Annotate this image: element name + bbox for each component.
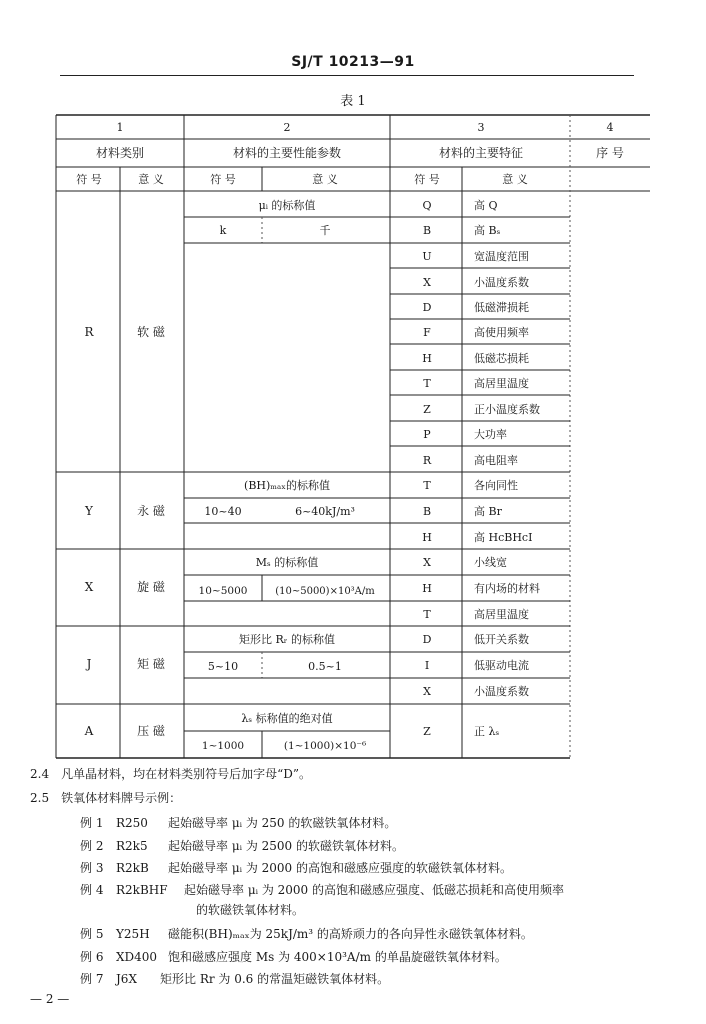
feature-symbol: T xyxy=(423,479,431,492)
feature-desc: 高 Br xyxy=(474,505,502,518)
feature-desc: 高 Q xyxy=(474,199,498,212)
cat-symbol-Y: Y xyxy=(85,504,93,518)
feature-desc: 高使用频率 xyxy=(474,326,529,339)
param-meaning-R: 千 xyxy=(319,224,331,237)
col-number-4: 4 xyxy=(606,121,614,134)
param-title-X: Mₛ 的标称值 xyxy=(255,556,319,569)
param-value-X: (10~5000)×10³A/m xyxy=(275,586,375,597)
cat-symbol-J: J xyxy=(86,657,92,671)
feature-desc: 高居里温度 xyxy=(474,377,529,390)
cat-meaning-X: 旋 磁 xyxy=(137,580,165,594)
sub-header-feat-meaning: 意 义 xyxy=(502,173,528,186)
col-number-1: 1 xyxy=(116,121,124,134)
example-5 xyxy=(80,926,533,942)
feature-symbol: D xyxy=(422,633,432,646)
feature-desc: 小线宽 xyxy=(474,556,507,569)
feature-symbol: D xyxy=(422,301,432,314)
feature-symbol: F xyxy=(423,326,431,339)
feature-desc: 小温度系数 xyxy=(474,276,529,289)
cat-meaning-A: 压 磁 xyxy=(137,724,165,738)
feature-desc: 正 λₛ xyxy=(474,725,500,738)
table-caption: 表 1 xyxy=(340,94,366,109)
example-code: Y25H xyxy=(116,927,150,941)
example-2 xyxy=(80,838,404,854)
feature-symbol: T xyxy=(423,377,431,390)
features-R xyxy=(390,198,570,467)
feature-symbol: U xyxy=(422,250,432,263)
feature-symbol: H xyxy=(422,531,432,544)
example-code: R2kB xyxy=(116,861,149,875)
feature-desc: 低磁芯损耗 xyxy=(474,352,529,365)
example-code: R2k5 xyxy=(116,839,148,853)
param-range-A: 1~1000 xyxy=(201,740,245,752)
param-title-A: λₛ 标称值的绝对值 xyxy=(241,712,333,725)
note-2-5: 2.5 铁氧体材料牌号示例： xyxy=(30,791,182,805)
example-label: 例 6 xyxy=(80,950,104,964)
example-3 xyxy=(80,860,512,876)
sub-header-feat-symbol: 符 号 xyxy=(414,173,440,186)
group-header-serial: 序 号 xyxy=(596,146,624,160)
note-2-4: 2.4 凡单晶材料，均在材料类别符号后加字母“D”。 xyxy=(30,767,311,781)
param-value-Y: 6~40kJ/m³ xyxy=(295,505,355,518)
feature-symbol: B xyxy=(422,505,432,518)
feature-desc: 各向同性 xyxy=(474,479,518,492)
feature-symbol: T xyxy=(423,608,431,621)
feature-symbol: I xyxy=(424,659,430,672)
feature-symbol: B xyxy=(422,224,432,237)
cat-meaning-J: 矩 磁 xyxy=(137,657,165,671)
feature-symbol: Z xyxy=(423,725,431,738)
param-symbol-R: k xyxy=(219,224,227,237)
col-number-2: 2 xyxy=(283,121,291,134)
example-code: J6X xyxy=(116,972,137,986)
document-header: SJ/T 10213—91 xyxy=(291,54,415,70)
col-number-3: 3 xyxy=(477,121,485,134)
example-6 xyxy=(80,949,507,965)
feature-symbol: H xyxy=(422,352,432,365)
feature-desc: 高电阻率 xyxy=(474,454,518,467)
feature-desc: 大功率 xyxy=(474,428,507,441)
feature-desc: 宽温度范围 xyxy=(474,250,529,263)
example-text: 起始磁导率 μᵢ 为 2500 的软磁铁氧体材料。 xyxy=(168,839,405,853)
group-header-params: 材料的主要性能参数 xyxy=(232,146,342,160)
param-range-J: 5~10 xyxy=(207,660,239,673)
example-code: XD400 xyxy=(116,950,158,964)
feature-desc: 小温度系数 xyxy=(474,685,529,698)
param-title-Y: (BH)ₘₐₓ的标称值 xyxy=(244,479,330,492)
example-code: R2kBHF xyxy=(116,883,168,897)
feature-symbol: H xyxy=(422,582,432,595)
example-text: 矩形比 Rr 为 0.6 的常温矩磁铁氧体材料。 xyxy=(160,972,390,986)
feature-desc: 有内场的材料 xyxy=(474,582,540,595)
param-value-J: 0.5~1 xyxy=(308,660,342,673)
example-text: 起始磁导率 μᵢ 为 2000 的高饱和磁感应强度的软磁铁氧体材料。 xyxy=(168,861,513,875)
feature-symbol: Q xyxy=(422,199,432,212)
cat-meaning-Y: 永 磁 xyxy=(137,504,165,518)
feature-desc: 正小温度系数 xyxy=(474,403,540,416)
example-code: R250 xyxy=(116,816,148,830)
feature-symbol: X xyxy=(423,685,431,698)
example-label: 例 2 xyxy=(80,839,104,853)
feature-desc: 高居里温度 xyxy=(474,608,529,621)
feature-desc: 低开关系数 xyxy=(474,633,529,646)
cat-meaning-R: 软 磁 xyxy=(137,325,165,339)
cat-symbol-X: X xyxy=(84,580,94,594)
example-label: 例 7 xyxy=(80,972,104,986)
example-text: 起始磁导率 μᵢ 为 250 的软磁铁氧体材料。 xyxy=(168,816,397,830)
example-4 xyxy=(80,882,564,898)
feature-symbol: P xyxy=(423,428,431,441)
example-text: 磁能积(BH)ₘₐₓ为 25kJ/m³ 的高矫顽力的各向异性永磁铁氧体材料。 xyxy=(168,927,533,941)
example-1 xyxy=(80,815,396,831)
param-range-Y: 10~40 xyxy=(204,505,242,518)
example-label: 例 5 xyxy=(80,927,104,941)
sub-header-param-meaning: 意 义 xyxy=(312,173,338,186)
feature-symbol: R xyxy=(422,454,432,467)
example-label: 例 1 xyxy=(80,816,104,830)
feature-symbol: X xyxy=(423,276,431,289)
sub-header-cat-meaning: 意 义 xyxy=(138,173,164,186)
param-title-R: μᵢ 的标称值 xyxy=(258,199,316,212)
feature-desc: 高 Bₛ xyxy=(474,224,501,237)
example-7 xyxy=(80,971,389,987)
group-header-features: 材料的主要特征 xyxy=(438,146,524,160)
example-label: 例 3 xyxy=(80,861,104,875)
example-label: 例 4 xyxy=(80,883,104,897)
page-number: — 2 — xyxy=(30,992,70,1006)
feature-symbol: X xyxy=(423,556,431,569)
param-title-J: 矩形比 Rᵣ 的标称值 xyxy=(238,633,336,646)
param-range-X: 10~5000 xyxy=(198,585,248,597)
group-header-category: 材料类别 xyxy=(95,146,145,160)
feature-desc: 低驱动电流 xyxy=(474,659,529,672)
feature-symbol: Z xyxy=(423,403,431,416)
example-text: 起始磁导率 μᵢ 为 2000 的高饱和磁感应强度、低磁芯损耗和高使用频率 xyxy=(184,883,565,897)
param-value-A: (1~1000)×10⁻⁶ xyxy=(283,740,367,752)
feature-desc: 低磁滞损耗 xyxy=(474,301,529,314)
feature-desc: 高 HcBHcI xyxy=(474,531,533,544)
example-4-continued: 的软磁铁氧体材料。 xyxy=(196,903,305,917)
cat-symbol-A: A xyxy=(84,724,94,738)
example-text: 饱和磁感应强度 Ms 为 400×10³A/m 的单晶旋磁铁氧体材料。 xyxy=(168,950,507,964)
sub-header-param-symbol: 符 号 xyxy=(210,173,236,186)
sub-header-cat-symbol: 符 号 xyxy=(76,173,102,186)
cat-symbol-R: R xyxy=(84,325,94,339)
